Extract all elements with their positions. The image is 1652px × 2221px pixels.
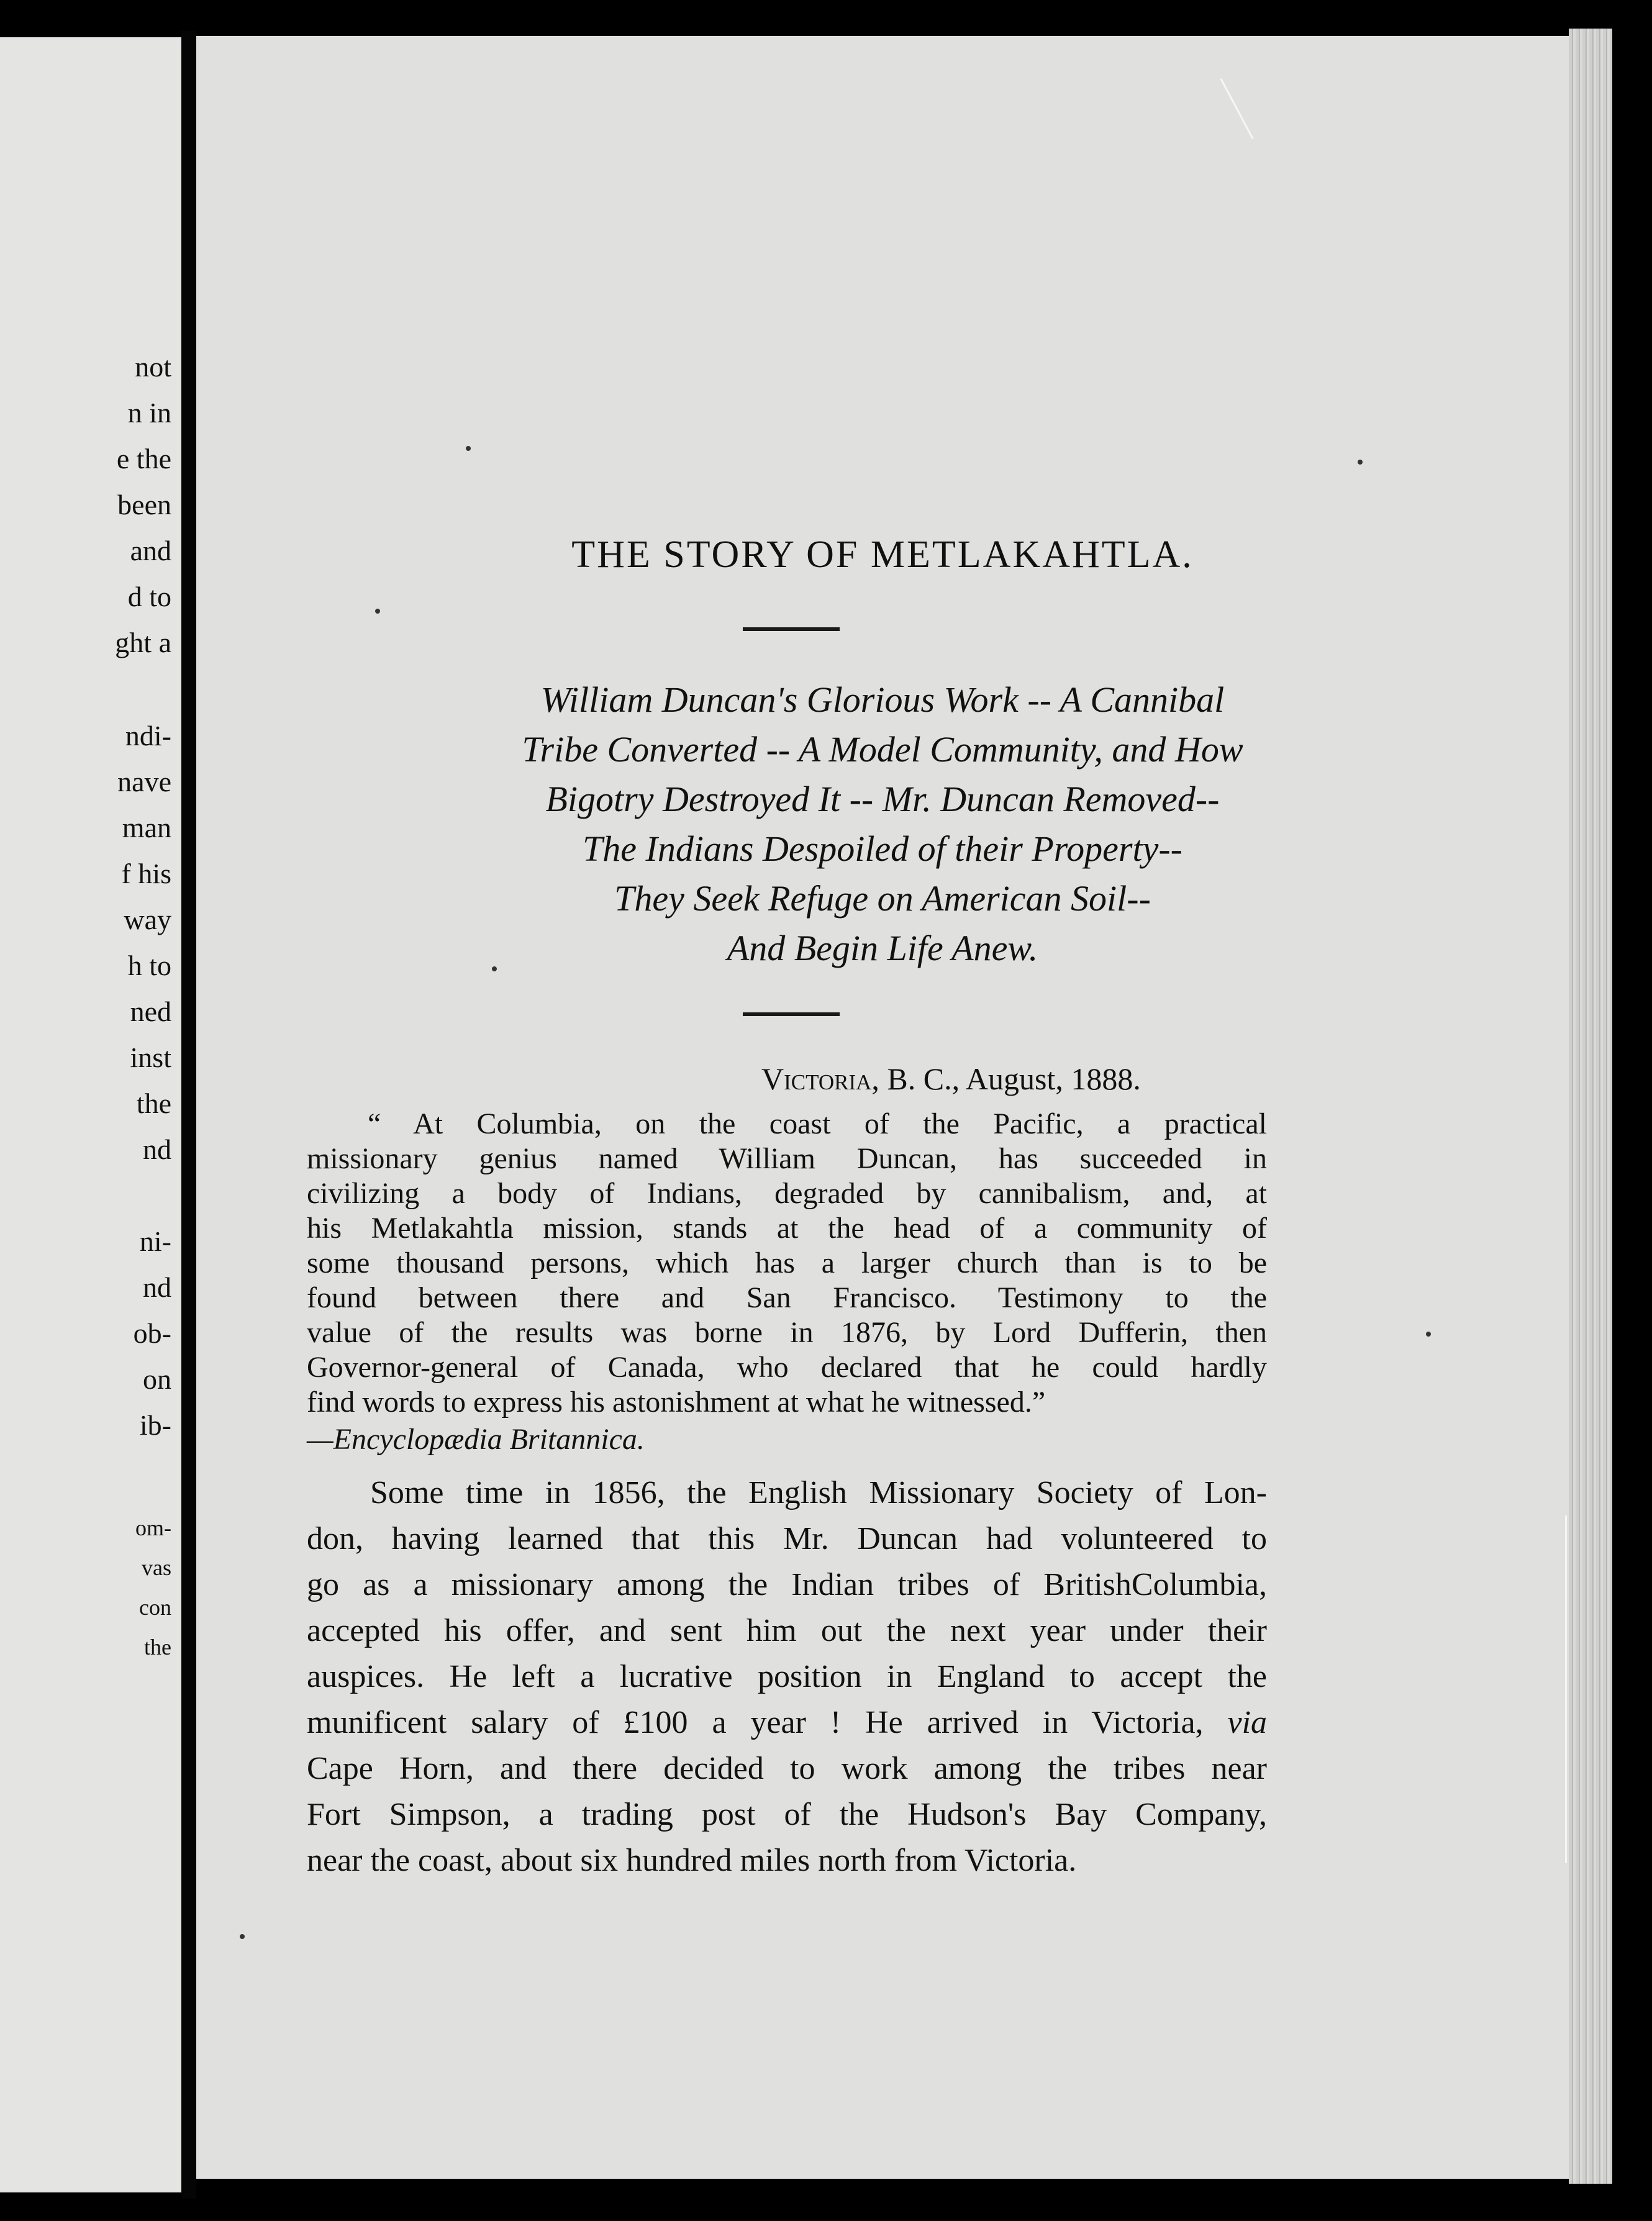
quote-line: value of the results was borne in 1876, by Lord Dufferin, then — [307, 1316, 1267, 1349]
dateline — [761, 1063, 1141, 1094]
left-page-fragment — [0, 37, 181, 2192]
title-rule — [743, 627, 840, 631]
paragraph-line — [307, 1707, 1267, 1739]
quote-line: his Metlakahtla mission, stands at the head of a community of — [307, 1212, 1267, 1245]
subhead-line: And Begin Life Anew. — [727, 928, 1038, 968]
subhead-line: William Duncan's Glorious Work -- A Cannibal — [540, 679, 1225, 720]
left-fragment: and — [130, 535, 171, 566]
left-fragment: ob- — [133, 1317, 171, 1349]
page-edges — [1569, 29, 1612, 2184]
quote-line: found between there and San Francisco. Testimony to the — [307, 1281, 1267, 1314]
scan-speck — [466, 446, 471, 451]
via-word: via — [1227, 1705, 1268, 1740]
left-fragment: n in — [127, 397, 171, 429]
left-fragment: ndi- — [125, 720, 171, 752]
book-gutter — [181, 31, 196, 2199]
scan-speck — [492, 966, 497, 971]
left-fragment: om- — [135, 1515, 171, 1540]
paragraph-line: don, having learned that this Mr. Duncan had volunteered to — [307, 1521, 1267, 1556]
left-fragment: e the — [116, 443, 171, 475]
subhead-rule — [743, 1012, 840, 1016]
left-fragment: way — [124, 904, 171, 935]
subhead-line: The Indians Despoiled of their Property-- — [583, 829, 1182, 869]
paragraph-line: near the coast, about six hundred miles north from Victoria. — [307, 1843, 1077, 1878]
left-fragment: f his — [121, 858, 171, 889]
left-fragment: the — [136, 1088, 171, 1119]
quote-line: missionary genius named William Duncan, has succeeded in — [307, 1142, 1267, 1175]
subhead-line: Tribe Converted -- A Model Community, and How — [522, 729, 1243, 770]
scan-speck — [240, 1934, 245, 1939]
left-fragment: vas — [142, 1555, 171, 1580]
left-fragment: nave — [117, 766, 171, 797]
left-fragment: not — [135, 351, 171, 383]
quote-line: civilizing a body of Indians, degraded by cannibalism, and, at — [307, 1177, 1267, 1210]
left-fragment: ni- — [139, 1225, 171, 1257]
paragraph-line: auspices. He left a lucrative position in England to accept the — [307, 1659, 1267, 1694]
left-fragment: man — [122, 812, 171, 843]
left-fragment: the — [144, 1635, 171, 1660]
left-fragment: ned — [130, 996, 171, 1027]
quote-attribution: —Encyclopædia Britannica. — [307, 1423, 645, 1456]
left-fragment: h to — [127, 950, 171, 981]
left-fragment: been — [117, 489, 171, 520]
paragraph-line: Cape Horn, and there decided to work among the tribes near — [307, 1751, 1267, 1786]
left-fragment: con — [139, 1595, 171, 1620]
scan-scratch — [1565, 1515, 1567, 1863]
subhead-line: They Seek Refuge on American Soil-- — [614, 878, 1151, 919]
paragraph-line: go as a missionary among the Indian tribes of BritishColumbia, — [307, 1567, 1267, 1602]
dateline-place: Victoria — [761, 1061, 872, 1096]
quote-line: some thousand persons, which has a larger church than is to be — [307, 1247, 1267, 1279]
paragraph-line: accepted his offer, and sent him out the next year under their — [307, 1613, 1267, 1648]
left-fragment: d to — [127, 581, 171, 612]
scan-border — [1612, 25, 1652, 2221]
dateline-date: , B. C., August, 1888. — [871, 1061, 1141, 1096]
paragraph-line: Some time in 1856, the English Missionary Society of Lon- — [370, 1475, 1267, 1510]
left-fragment: nd — [143, 1133, 171, 1165]
left-fragment: ght a — [115, 627, 171, 658]
quote-line: “ At Columbia, on the coast of the Pacific, a practical — [368, 1107, 1267, 1140]
quote-line: Governor-general of Canada, who declared that he could hardly — [307, 1351, 1267, 1384]
left-fragment: inst — [130, 1042, 171, 1073]
article-title: THE STORY OF METLAKAHTLA. — [571, 534, 1194, 576]
scan-speck — [1426, 1332, 1431, 1337]
scan-speck — [1358, 460, 1363, 465]
left-fragment: nd — [143, 1271, 171, 1303]
left-fragment: on — [143, 1363, 171, 1395]
quote-line: find words to express his astonishment at what he witnessed.” — [307, 1386, 1046, 1419]
subhead-line: Bigotry Destroyed It -- Mr. Duncan Removed-- — [545, 779, 1220, 819]
paragraph-text: munificent salary of £100 a year ! He arrived in Victoria, — [307, 1705, 1204, 1740]
left-fragment: ib- — [139, 1409, 171, 1441]
paragraph-line: Fort Simpson, a trading post of the Hudson's Bay Company, — [307, 1797, 1267, 1832]
scan-speck — [375, 609, 380, 614]
